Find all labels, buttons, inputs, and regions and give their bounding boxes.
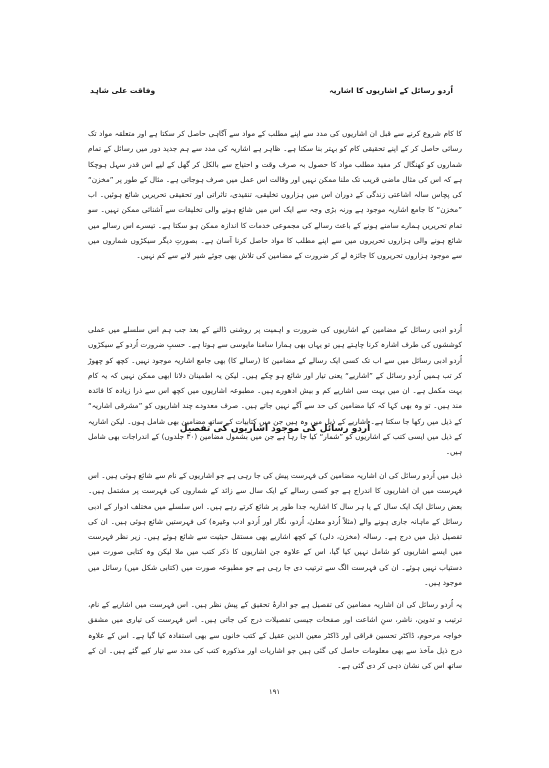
- author-name: وفاقت علی شاہد: [90, 86, 156, 95]
- body-paragraph-3: ذیل میں اُردو رسائل کی ان اشاریہ مضامین کی فہرست پیش کی جا رہی ہے جو اشاریوں کے نام سے شائع ہوئی ہیں۔ اس فہرست میں ان اشاریوں کا اندراج ہے جو کسی رسالے کے ایک سال سے زائد کے شماروں کی فہرست پر مشتمل ہیں۔ بعض رسائل ایک ایک سال کے یا ہر سال کا اشاریہ جدا طور پر شائع کرتے رہے ہیں۔ اس سلسلے میں مختلف ادوار کے ادبی رسائل کے ماہانہ جاری ہونے والے (مثلاً اُردو معلیٰ، اُردو، نگار اور اُردو ادب وغیرہ) کی فہرستیں شائع ہوئی ہیں۔ ان کی تفصیل ذیل میں درج ہے۔ رسالہ (مخزن، دلی) کے کچھ اشاریے بھی مستقل حیثیت سے شائع ہوئے ہیں۔ زیر نظر فہرست میں ایسے اشاریوں کو شامل نہیں کیا گیا، اس کے علاوہ جن اشاریوں کا ذکر کتب میں ملا لیکن وہ کتابی صورت میں دستیاب نہیں ہوئے۔ ان کی فہرست الگ سے ترتیب دی جا رہی ہے جو مطبوعہ صورت میں (کتابی شکل میں) رسائل میں موجود ہیں۔: [88, 471, 462, 588]
- body-paragraph-1: کا کام شروع کرنے سے قبل ان اشاریوں کی مدد سے اپنے مطلب کے مواد سے آگاہی حاصل کر سکتا ہے اور متعلقہ مواد تک رسائی حاصل کر کے اپنے تحقیقی کام کو بہتر بنا سکتا ہے۔ ظاہر ہے اشاریہ کی مدد سے ہم جدید دور میں رسائل کے تمام شماروں کو کھنگال کر مفید مطلب مواد کا حصول بہ صرف وقت و احتیاج سے بالکل کر گھل کے لیے اس قدر سہل ہوچکا ہے کہ اس کی مثال ماضی قریب تک ملنا ممکن نہیں اور وقالت اس عمل میں صرف ہوجاتی ہے۔ مثال کے طور پر ”مخزن“ کی پچاس سالہ اشاعتی زندگی کے دوران اس میں ہزاروں تخلیقی، تنقیدی، تاثراتی اور تحقیقی تحریریں شائع ہوئیں۔ اب ”مخزن“ کا جامع اشاریہ موجود ہے ورنہ بڑی وجہ سے ایک اس میں شائع ہونے والی تخلیقات سے آشنائی ممکن نہیں۔ سو تمام تحریریں ہمارے سامنے ہونے کے باعث رسالے کی مجموعی خدمات کا اندازہ ممکن ہو سکتا ہے۔ تیسرے اس رسالے میں شائع ہونے والی ہزاروں تحریروں میں سے اپنے مطلب کا مواد حاصل کرنا آسان ہے۔ بصورتِ دیگر سیکڑوں شماروں میں سے موجود ہزاروں تحریروں کا جائزہ لے کر ضرورت کے مضامین کی تلاش بھی جوئے شیر لانے سے کم نہیں۔: [88, 129, 462, 261]
- running-header: [90, 86, 453, 95]
- section-heading: اُردو رسائل کی موجود اشاریوں کی تفصیل: [179, 424, 371, 434]
- body-paragraph-2: اُردو ادبی رسائل کے مضامین کے اشاریوں کی ضرورت و اہمیت پر روشنی ڈالنے کے بعد جب ہم اس سلسلے میں عملی کوششوں کی طرف اشارہ کرنا چاہتے ہیں تو یہاں بھی ہمارا سامنا مایوسی سے ہوتا ہے۔ حسبِ ضرورت اُردو کے سیکڑوں اُردو ادبی رسائل میں سے اب تک کسی ایک رسالے کے مضامین کا (رسالے کا) بھی جامع اشاریہ موجود نہیں۔ کچھ کو چھوڑ کر تب ہمیں اُردو رسائل کے ”اشاریے“ یعنی تیار اور شائع ہو چکے ہیں۔ لیکن یہ اطمینان دلانا ابھی ممکن نہیں کہ یہ کام بہت مکمل ہے۔ ان میں بہت سی اشاریے کم و بیش ادھورے ہیں۔ مطبوعہ اشاریوں میں کچھ اس سے ذرا زیادہ کا فائدہ مند ہیں۔ تو وہ بھی کہا کہ کیا مضامین کی حد سے آگے نہیں جاتے ہیں۔ صرف معدودے چند اشاریوں کو ”مشرقی اشاریہ“ کے ذیل میں رکھا جا سکتا ہے۔ اشاریے کے ذیل میں وہ ہیں جن میں کتابیات کے ساتھ مضامین بھی شامل ہوں۔ لیکن اشاریہ کے ذیل میں ایسی کتب کے اشاریوں کو ”شمار“ کیا جا رہا ہے جن میں بشمول مضامین (۳۰ جلدوں) کے اندراجات بھی شامل ہیں۔: [88, 325, 463, 457]
- running-title: اُردو رسائل کے اشاریوں کا اشاریہ: [329, 86, 453, 95]
- page-number: ۱۹۱: [268, 688, 281, 696]
- body-paragraph-4: یہ اُردو رسائل کی ان اشاریہ مضامین کی تفصیل ہے جو ادارۂ تحقیق کے پیش نظر ہیں۔ اس فہرست میں اشاریے کے نام، ترتیب و تدوین، ناشر، سنِ اشاعت اور صفحات جیسی تفصیلات درج کی جاتی ہیں۔ اس فہرست کی تیاری میں مشفق خواجہ مرحوم، ڈاکٹر تحسین فراقی اور ڈاکٹر معین الدین عقیل کے کتب خانوں سے بھی استفادہ کیا گیا ہے۔ اس کے علاوہ درج ذیل مآخذ سے بھی معلومات حاصل کی گئی ہیں جو اشاریات اور مذکورہ کتب کی مدد سے تیار کیے گئے ہیں۔ ان کے ساتھ اس کی نشان دہی کر دی گئی ہے۔: [88, 600, 462, 671]
